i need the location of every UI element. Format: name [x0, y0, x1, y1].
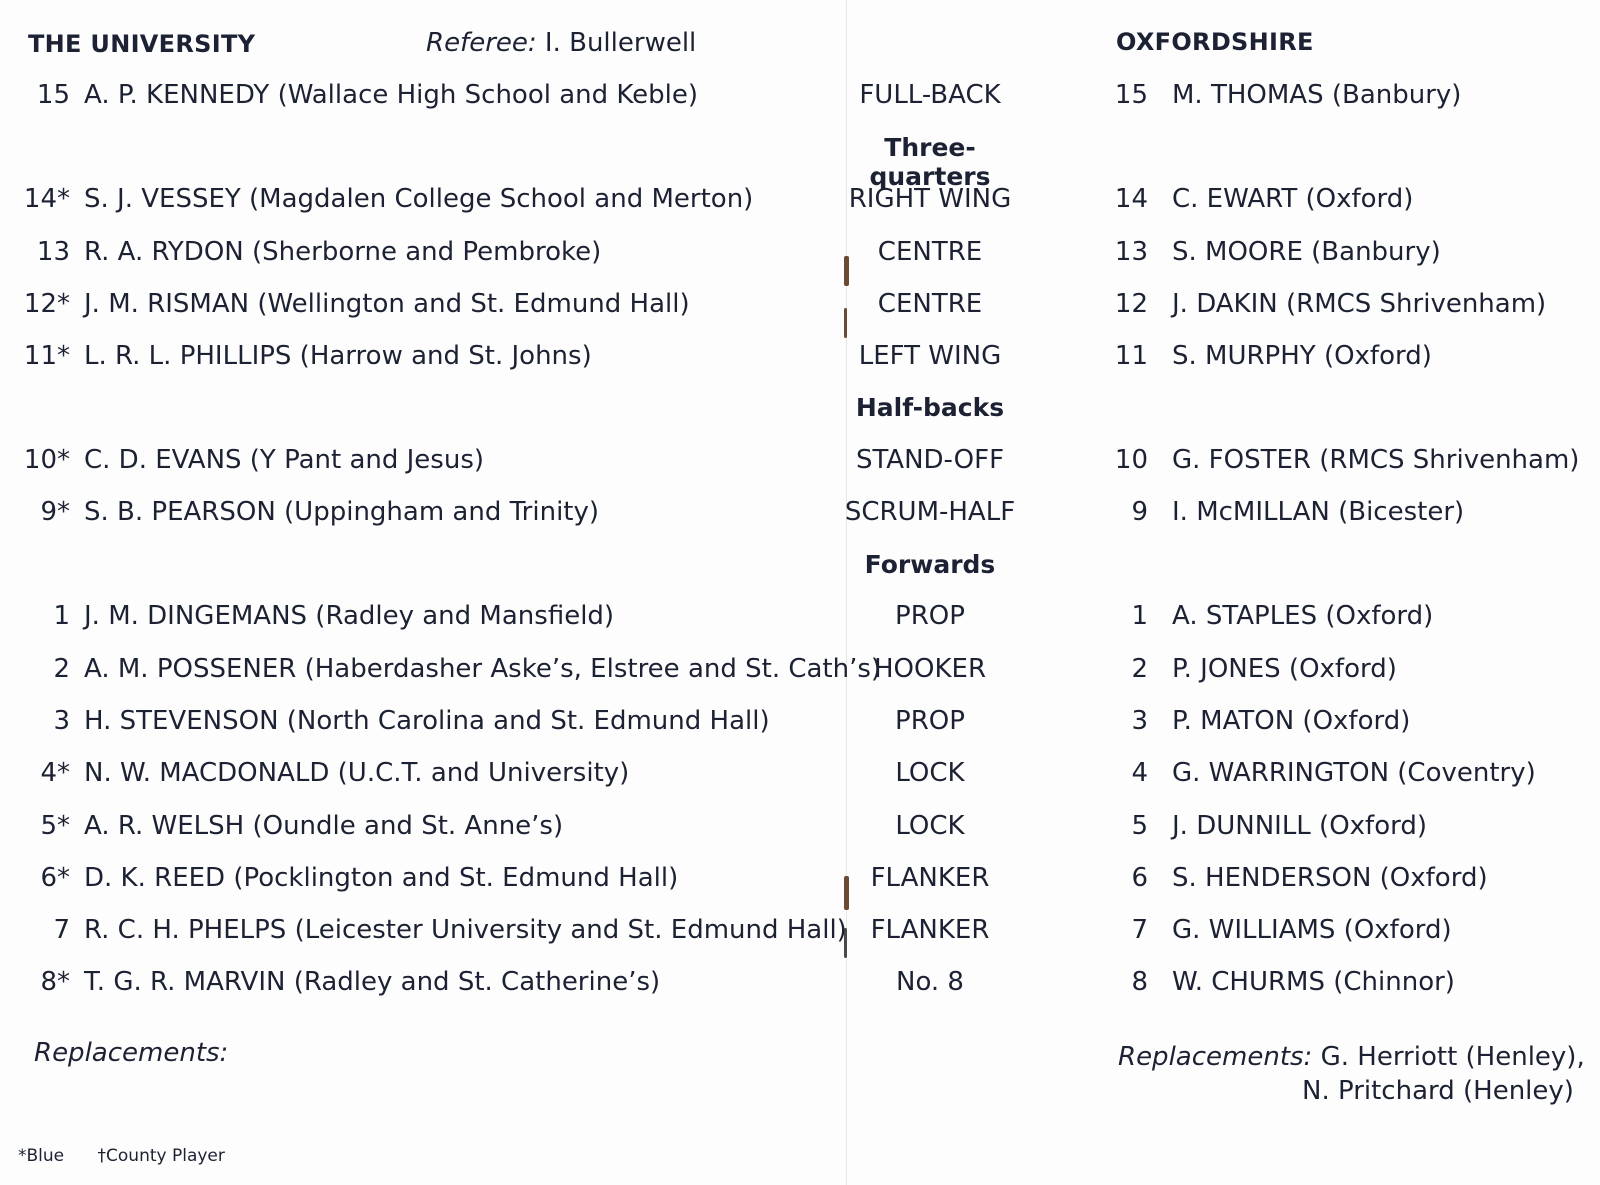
- right-player: G. WARRINGTON (Coventry): [1172, 758, 1536, 788]
- right-number: 13: [1114, 237, 1148, 267]
- left-player: H. STEVENSON (North Carolina and St. Edmund Hall): [84, 706, 770, 736]
- right-player: I. McMILLAN (Bicester): [1172, 497, 1465, 527]
- right-replacements-label: Replacements:: [1118, 1042, 1313, 1072]
- left-number: 7: [53, 915, 70, 945]
- position-label: CENTRE: [877, 289, 983, 319]
- left-player: J. M. RISMAN (Wellington and St. Edmund Hall): [84, 289, 690, 319]
- left-number: 15: [36, 80, 70, 110]
- position-label: LOCK: [895, 758, 965, 788]
- referee-label: Referee:: [426, 28, 537, 58]
- table-row: [0, 811, 1600, 851]
- left-player: L. R. L. PHILLIPS (Harrow and St. Johns): [84, 341, 592, 371]
- table-row: [0, 184, 1600, 224]
- right-player: J. DUNNILL (Oxford): [1172, 811, 1427, 841]
- right-player: P. MATON (Oxford): [1172, 706, 1411, 736]
- right-player: S. HENDERSON (Oxford): [1172, 863, 1488, 893]
- legend-county-player: †County Player: [97, 1146, 225, 1166]
- left-team-header: THE UNIVERSITY: [28, 30, 256, 58]
- right-number: 12: [1114, 289, 1148, 319]
- position-label: LOCK: [895, 811, 965, 841]
- right-player: G. FOSTER (RMCS Shrivenham): [1172, 445, 1580, 475]
- legend-blue: *Blue: [18, 1146, 65, 1166]
- table-row: [0, 445, 1600, 485]
- table-row: [0, 289, 1600, 329]
- table-row: [0, 654, 1600, 694]
- position-label: RIGHT WING: [848, 184, 1012, 214]
- left-player: A. M. POSSENER (Haberdasher Aske’s, Elstree and St. Cath’s): [84, 654, 882, 684]
- left-player: J. M. DINGEMANS (Radley and Mansfield): [84, 601, 615, 631]
- section-heading-three-quarters: Three-quarters: [869, 133, 991, 191]
- position-label: PROP: [895, 601, 965, 631]
- left-number: 3: [53, 706, 70, 736]
- left-number: 5*: [40, 811, 70, 841]
- table-row: [0, 967, 1600, 1007]
- position-label: PROP: [895, 706, 965, 736]
- left-number: 6*: [40, 863, 70, 893]
- right-number: 4: [1131, 758, 1148, 788]
- right-number: 8: [1131, 967, 1148, 997]
- left-number: 12*: [23, 289, 70, 319]
- right-number: 7: [1131, 915, 1148, 945]
- left-player: S. J. VESSEY (Magdalen College School and Merton): [84, 184, 754, 214]
- left-player: A. R. WELSH (Oundle and St. Anne’s): [84, 811, 564, 841]
- section-heading-forwards: Forwards: [864, 550, 996, 579]
- left-player: R. A. RYDON (Sherborne and Pembroke): [84, 237, 602, 267]
- right-replacements: [1118, 1040, 1585, 1108]
- right-player: J. DAKIN (RMCS Shrivenham): [1172, 289, 1547, 319]
- right-player: M. THOMAS (Banbury): [1172, 80, 1462, 110]
- position-label: CENTRE: [877, 237, 983, 267]
- left-player: N. W. MACDONALD (U.C.T. and University): [84, 758, 630, 788]
- right-player: W. CHURMS (Chinnor): [1172, 967, 1455, 997]
- right-player: S. MURPHY (Oxford): [1172, 341, 1432, 371]
- table-row: [0, 237, 1600, 277]
- left-player: D. K. REED (Pocklington and St. Edmund Hall): [84, 863, 679, 893]
- right-player: A. STAPLES (Oxford): [1172, 601, 1434, 631]
- left-player: A. P. KENNEDY (Wallace High School and Keble): [84, 80, 699, 110]
- left-player: S. B. PEARSON (Uppingham and Trinity): [84, 497, 600, 527]
- position-label: FULL-BACK: [859, 80, 1001, 110]
- table-row: [0, 80, 1600, 120]
- referee-name: I. Bullerwell: [544, 28, 697, 58]
- position-label: FLANKER: [870, 915, 990, 945]
- right-number: 14: [1114, 184, 1148, 214]
- left-number: 13: [36, 237, 70, 267]
- right-number: 6: [1131, 863, 1148, 893]
- right-player: G. WILLIAMS (Oxford): [1172, 915, 1452, 945]
- section-heading-half-backs: Half-backs: [855, 393, 1005, 422]
- right-number: 1: [1131, 601, 1148, 631]
- position-label: HOOKER: [873, 654, 987, 684]
- left-number: 8*: [40, 967, 70, 997]
- position-label: STAND-OFF: [855, 445, 1005, 475]
- table-row: [0, 601, 1600, 641]
- position-label: SCRUM-HALF: [844, 497, 1016, 527]
- replacement-player: G. Herriott (Henley),: [1320, 1042, 1585, 1072]
- left-player: R. C. H. PHELPS (Leicester University and St. Edmund Hall): [84, 915, 847, 945]
- table-row: [0, 758, 1600, 798]
- position-label: No. 8: [896, 967, 964, 997]
- left-number: 14*: [23, 184, 70, 214]
- left-player: T. G. R. MARVIN (Radley and St. Catherine’s): [84, 967, 661, 997]
- right-number: 10: [1114, 445, 1148, 475]
- table-row: [0, 706, 1600, 746]
- position-label: FLANKER: [870, 863, 990, 893]
- legend: [18, 1146, 253, 1166]
- right-player: S. MOORE (Banbury): [1172, 237, 1441, 267]
- right-number: 15: [1114, 80, 1148, 110]
- table-row: [0, 497, 1600, 537]
- right-number: 2: [1131, 654, 1148, 684]
- table-row: [0, 341, 1600, 381]
- right-number: 9: [1131, 497, 1148, 527]
- right-player: P. JONES (Oxford): [1172, 654, 1397, 684]
- left-number: 1: [53, 601, 70, 631]
- right-number: 11: [1114, 341, 1148, 371]
- table-row: [0, 863, 1600, 903]
- right-number: 3: [1131, 706, 1148, 736]
- right-player: C. EWART (Oxford): [1172, 184, 1414, 214]
- left-number: 9*: [40, 497, 70, 527]
- left-replacements-label: Replacements:: [34, 1038, 229, 1068]
- position-label: LEFT WING: [858, 341, 1002, 371]
- left-number: 10*: [23, 445, 70, 475]
- right-number: 5: [1131, 811, 1148, 841]
- left-number: 4*: [40, 758, 70, 788]
- table-row: [0, 915, 1600, 955]
- left-number: 11*: [23, 341, 70, 371]
- right-team-header: OXFORDSHIRE: [1116, 28, 1314, 56]
- left-player: C. D. EVANS (Y Pant and Jesus): [84, 445, 485, 475]
- referee-line: [426, 28, 696, 58]
- left-number: 2: [53, 654, 70, 684]
- replacement-player: N. Pritchard (Henley): [1302, 1076, 1574, 1106]
